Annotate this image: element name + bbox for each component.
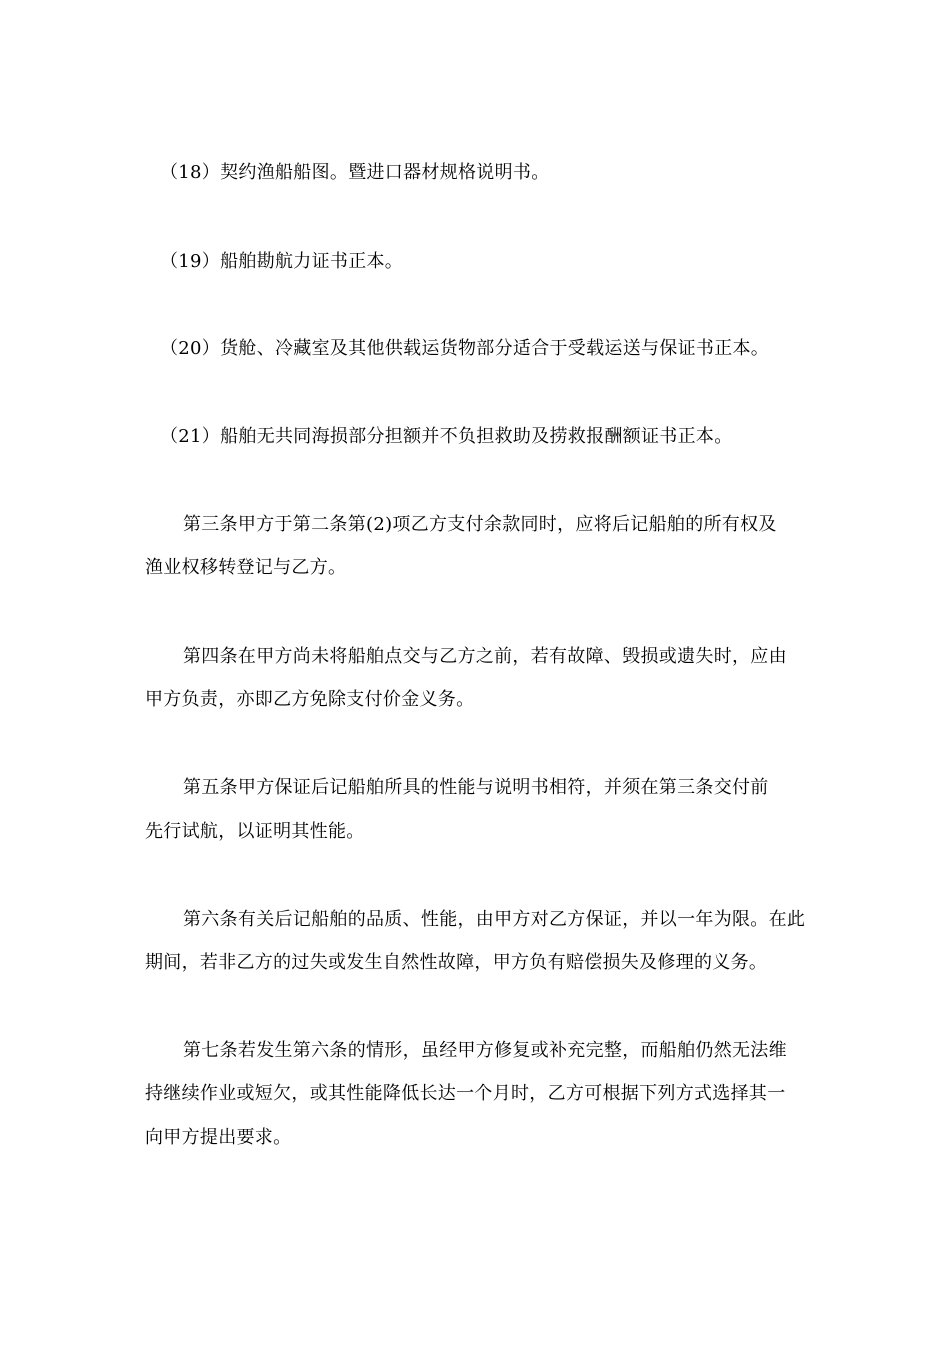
list-item-18: （18）契约渔船船图。暨进口器材规格说明书。 — [160, 162, 550, 183]
list-item-20: （20）货舱、冷藏室及其他供载运货物部分适合于受载运送与保证书正本。 — [160, 338, 770, 359]
article-5-line-2: 先行试航，以证明其性能。 — [145, 821, 365, 842]
article-3-line-1: 第三条甲方于第二条第(2)项乙方支付余款同时，应将后记船舶的所有权及 — [183, 514, 777, 535]
list-item-21: （21）船舶无共同海损部分担额并不负担救助及捞救报酬额证书正本。 — [160, 426, 733, 447]
article-7-line-3: 向甲方提出要求。 — [145, 1127, 292, 1148]
article-7-line-2: 持继续作业或短欠，或其性能降低长达一个月时，乙方可根据下列方式选择其一 — [145, 1083, 786, 1104]
article-5-line-1: 第五条甲方保证后记船舶所具的性能与说明书相符，并须在第三条交付前 — [183, 777, 769, 798]
article-6-line-2: 期间，若非乙方的过失或发生自然性故障，甲方负有赔偿损失及修理的义务。 — [145, 952, 768, 973]
article-3-line-2: 渔业权移转登记与乙方。 — [145, 557, 347, 578]
article-4-line-1: 第四条在甲方尚未将船舶点交与乙方之前，若有故障、毁损或遗失时，应由 — [183, 646, 787, 667]
article-4-line-2: 甲方负责，亦即乙方免除支付价金义务。 — [145, 689, 475, 710]
article-7-line-1: 第七条若发生第六条的情形，虽经甲方修复或补充完整，而船舶仍然无法维 — [183, 1040, 787, 1061]
article-6-line-1: 第六条有关后记船舶的品质、性能，由甲方对乙方保证，并以一年为限。在此 — [183, 909, 806, 930]
list-item-19: （19）船舶勘航力证书正本。 — [160, 251, 404, 272]
